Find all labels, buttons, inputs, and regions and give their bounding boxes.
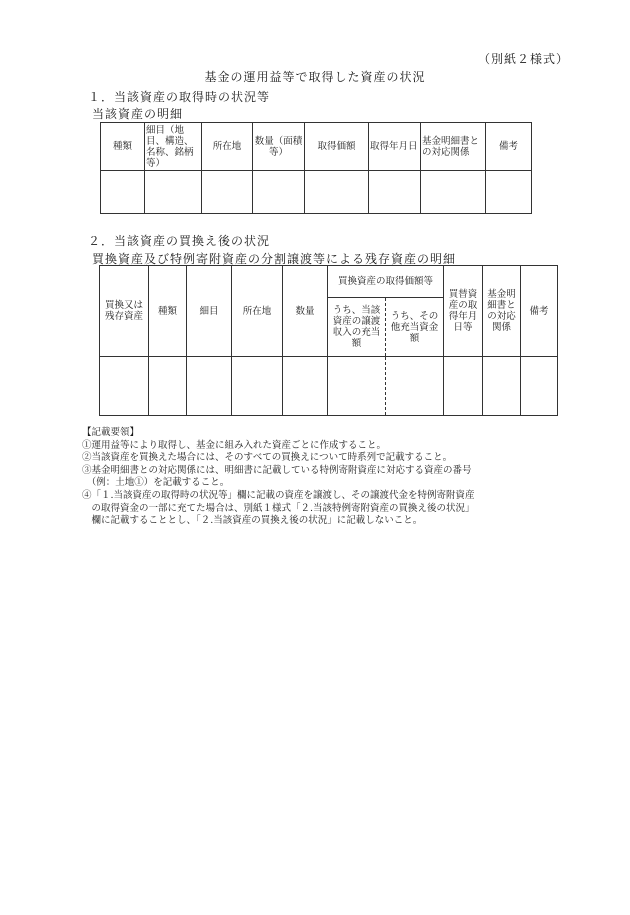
section1-heading: １．当該資産の取得時の状況等 <box>88 90 271 104</box>
table-cell[interactable] <box>202 171 253 214</box>
table-cell[interactable] <box>421 171 486 214</box>
col-header-remarks: 備考 <box>486 123 532 171</box>
col-header-detail: 細目 <box>187 266 232 357</box>
table-cell[interactable] <box>187 357 232 416</box>
col-header-correspondence: 基金明細書との対応関係 <box>483 266 521 357</box>
document-title: 基金の運用益等で取得した資産の状況 <box>204 70 426 84</box>
note-line: ③基金明細書との対応関係には、明細書に記載している特例寄附資産に対応する資産の番号 <box>82 464 472 476</box>
table-cell[interactable] <box>305 171 369 214</box>
form-tag: （別紙２様式） <box>478 52 570 66</box>
table-cell[interactable] <box>444 357 483 416</box>
table-row <box>101 171 532 214</box>
table-cell[interactable] <box>101 171 145 214</box>
table-cell[interactable] <box>521 357 558 416</box>
notes-heading: 【記載要領】 <box>82 427 140 438</box>
table-cell[interactable] <box>145 171 202 214</box>
section2-heading: ２．当該資産の買換え後の状況 <box>88 234 271 248</box>
col-header-location: 所在地 <box>202 123 253 171</box>
col-header-asset: 買換又は残存資産 <box>100 266 149 357</box>
col-header-type: 種類 <box>101 123 145 171</box>
table-row <box>100 357 558 416</box>
note-line: 欄に記載することとし、「２.当該資産の買換え後の状況」に記載しないこと。 <box>82 515 423 527</box>
col-header-date: 買替資産の取得年月日等 <box>444 266 483 357</box>
note-line: の取得資金の一部に充てた場合は、別紙１様式「２.当該特例寄附資産の買換え後の状況」 <box>82 502 475 514</box>
note-line: （例：土地①）を記載すること。 <box>82 477 230 489</box>
col-header-cost-group: 買換資産の取得価額等 <box>328 266 444 298</box>
table-cell[interactable] <box>232 357 283 416</box>
col-header-date: 取得年月日 <box>369 123 421 171</box>
table-cell[interactable] <box>100 357 149 416</box>
note-line: ②当該資産を買換えた場合には、そのすべての買換えについて時系列で記載すること。 <box>82 452 453 464</box>
col-header-correspondence: 基金明細書との対応関係 <box>421 123 486 171</box>
section2-subheading: 買換資産及び特例寄附資産の分割譲渡等による残存資産の明細 <box>92 252 457 266</box>
table-cell[interactable] <box>283 357 328 416</box>
table-cell[interactable] <box>149 357 187 416</box>
table-cell[interactable] <box>328 357 386 416</box>
col-header-detail: 細目（地目、構造、名称、銘柄等） <box>145 123 202 171</box>
notes-section <box>82 427 475 528</box>
table-cell[interactable] <box>483 357 521 416</box>
note-line: ④「１.当該資産の取得時の状況等」欄に記載の資産を譲渡し、その譲渡代金を特例寄附資産 <box>82 489 475 501</box>
col-header-type: 種類 <box>149 266 187 357</box>
table-cell[interactable] <box>386 357 444 416</box>
section1-table <box>100 122 532 214</box>
section2-table <box>99 265 558 416</box>
col-header-remarks: 備考 <box>521 266 558 357</box>
table-cell[interactable] <box>253 171 305 214</box>
col-header-quantity: 数量（面積等） <box>253 123 305 171</box>
col-header-cost: 取得価額 <box>305 123 369 171</box>
col-header-cost-sub2: うち、その他充当資金額 <box>386 298 444 357</box>
col-header-location: 所在地 <box>232 266 283 357</box>
col-header-quantity: 数量 <box>283 266 328 357</box>
table-cell[interactable] <box>369 171 421 214</box>
table-cell[interactable] <box>486 171 532 214</box>
section1-subheading: 当該資産の明細 <box>92 107 184 121</box>
col-header-cost-sub1: うち、当該資産の譲渡収入の充当額 <box>328 298 386 357</box>
note-line: ①運用益等により取得し、基金に組み入れた資産ごとに作成すること。 <box>82 439 387 451</box>
